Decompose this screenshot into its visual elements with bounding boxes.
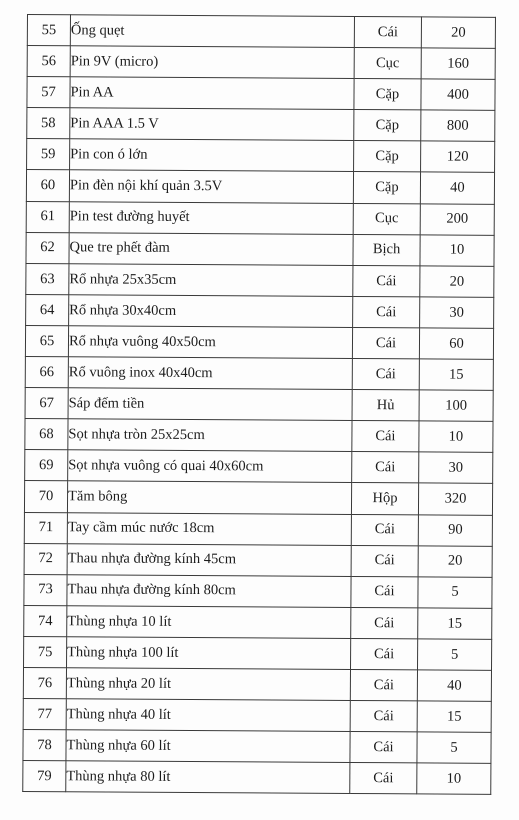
table-row (24, 636, 492, 670)
item-number: 63 (26, 263, 69, 294)
table-body (23, 15, 496, 795)
table-row (25, 325, 493, 359)
item-number: 79 (23, 761, 66, 792)
item-unit: Cái (350, 701, 417, 733)
item-quantity: 5 (418, 577, 492, 609)
item-number: 64 (26, 294, 69, 325)
item-unit: Cặp (354, 79, 421, 111)
item-quantity: 160 (421, 48, 495, 80)
item-number: 73 (24, 574, 67, 605)
item-number: 75 (24, 636, 67, 667)
item-name: Thau nhựa đường kính 45cm (67, 543, 351, 576)
table-row (25, 419, 493, 453)
item-quantity: 5 (417, 732, 491, 764)
item-number: 68 (25, 419, 68, 450)
table-row (26, 170, 494, 204)
item-number: 56 (27, 46, 70, 77)
item-name: Pin AA (70, 77, 354, 110)
item-unit: Hủ (352, 390, 419, 422)
table-row (25, 357, 493, 391)
item-quantity: 15 (417, 701, 491, 733)
item-unit: Cái (351, 576, 418, 608)
item-unit: Cục (353, 203, 420, 235)
item-unit: Cái (350, 763, 417, 795)
table-row (27, 15, 495, 49)
item-quantity: 800 (421, 110, 495, 142)
table-row (26, 294, 494, 328)
item-unit: Hộp (351, 483, 418, 515)
table-row (23, 730, 491, 764)
item-number: 71 (24, 512, 67, 543)
item-unit: Cặp (354, 141, 421, 173)
item-quantity: 120 (421, 141, 495, 173)
table-row (26, 201, 494, 235)
item-name: Thùng nhựa 60 lít (66, 730, 350, 763)
table-row (27, 77, 495, 111)
item-name: Rổ nhựa 30x40cm (69, 295, 353, 328)
item-quantity: 60 (419, 328, 493, 360)
table-row (24, 512, 492, 546)
item-number: 69 (25, 450, 68, 481)
item-unit: Cái (351, 607, 418, 639)
item-number: 59 (27, 139, 70, 170)
item-name: Que tre phết đàm (69, 232, 353, 265)
table-row (24, 574, 492, 608)
item-name: Thùng nhựa 100 lít (67, 637, 351, 670)
item-unit: Cục (354, 48, 421, 80)
item-name: Pin 9V (micro) (70, 46, 354, 79)
item-number: 65 (25, 325, 68, 356)
item-name: Rổ nhựa vuông 40x50cm (68, 326, 352, 359)
item-quantity: 10 (420, 235, 494, 267)
item-number: 67 (25, 388, 68, 419)
item-quantity: 100 (419, 390, 493, 422)
item-number: 62 (26, 232, 69, 263)
table-row (25, 388, 493, 422)
table-row (24, 481, 492, 515)
item-quantity: 90 (418, 514, 492, 546)
item-quantity: 20 (418, 545, 492, 577)
item-quantity: 40 (417, 670, 491, 702)
item-name: Pin test đường huyết (69, 201, 353, 234)
item-unit: Cái (353, 296, 420, 328)
item-name: Thùng nhựa 40 lít (66, 699, 350, 732)
item-quantity: 15 (418, 608, 492, 640)
table-row (27, 108, 495, 142)
item-name: Sáp đếm tiền (68, 388, 352, 421)
item-number: 74 (24, 605, 67, 636)
item-unit: Bịch (353, 234, 420, 266)
item-name: Thùng nhựa 80 lít (66, 761, 350, 794)
item-number: 61 (26, 201, 69, 232)
item-quantity: 20 (420, 266, 494, 298)
item-quantity: 200 (420, 203, 494, 235)
item-unit: Cái (351, 514, 418, 546)
item-number: 60 (26, 170, 69, 201)
item-unit: Cái (351, 545, 418, 577)
item-unit: Cái (350, 732, 417, 764)
supply-list-table (22, 14, 496, 795)
item-number: 77 (23, 699, 66, 730)
table-row (26, 232, 494, 266)
item-quantity: 400 (421, 79, 495, 111)
item-name: Pin con ó lớn (70, 139, 354, 172)
item-quantity: 30 (419, 452, 493, 484)
table-row (23, 699, 491, 733)
item-name: Sọt nhựa tròn 25x25cm (68, 419, 352, 452)
item-quantity: 15 (419, 359, 493, 391)
item-name: Tăm bông (67, 481, 351, 514)
item-quantity: 20 (421, 17, 495, 49)
table-row (25, 450, 493, 484)
item-number: 76 (23, 667, 66, 698)
item-quantity: 30 (420, 297, 494, 329)
item-unit: Cái (352, 421, 419, 453)
item-name: Tay cầm múc nước 18cm (67, 512, 351, 545)
item-unit: Cái (351, 638, 418, 670)
item-name: Pin đèn nội khí quản 3.5V (69, 170, 353, 203)
item-name: Rổ nhựa 25x35cm (69, 264, 353, 297)
item-number: 58 (27, 108, 70, 139)
item-unit: Cái (352, 452, 419, 484)
item-name: Ống quẹt (70, 15, 354, 48)
item-name: Sọt nhựa vuông có quai 40x60cm (68, 450, 352, 483)
item-number: 57 (27, 77, 70, 108)
item-name: Thùng nhựa 20 lít (66, 668, 350, 701)
item-quantity: 10 (417, 763, 491, 795)
item-number: 55 (27, 15, 70, 46)
item-number: 70 (24, 481, 67, 512)
item-unit: Cái (352, 359, 419, 391)
item-name: Rổ vuông inox 40x40cm (68, 357, 352, 390)
table-row (27, 139, 495, 173)
item-unit: Cái (353, 265, 420, 297)
item-quantity: 40 (420, 172, 494, 204)
table-row (24, 605, 492, 639)
table-row (24, 543, 492, 577)
item-unit: Cái (352, 327, 419, 359)
item-number: 78 (23, 730, 66, 761)
item-unit: Cái (354, 17, 421, 49)
table-row (23, 667, 491, 701)
item-name: Thau nhựa đường kính 80cm (67, 574, 351, 607)
item-name: Pin AAA 1.5 V (70, 108, 354, 141)
item-quantity: 10 (419, 421, 493, 453)
item-name: Thùng nhựa 10 lít (67, 606, 351, 639)
table-row (23, 761, 491, 795)
item-quantity: 5 (418, 639, 492, 671)
item-quantity: 320 (418, 483, 492, 515)
table-row (26, 263, 494, 297)
item-unit: Cái (350, 669, 417, 701)
item-unit: Cặp (353, 172, 420, 204)
item-number: 72 (24, 543, 67, 574)
item-unit: Cặp (354, 110, 421, 142)
item-number: 66 (25, 357, 68, 388)
table-row (27, 46, 495, 80)
